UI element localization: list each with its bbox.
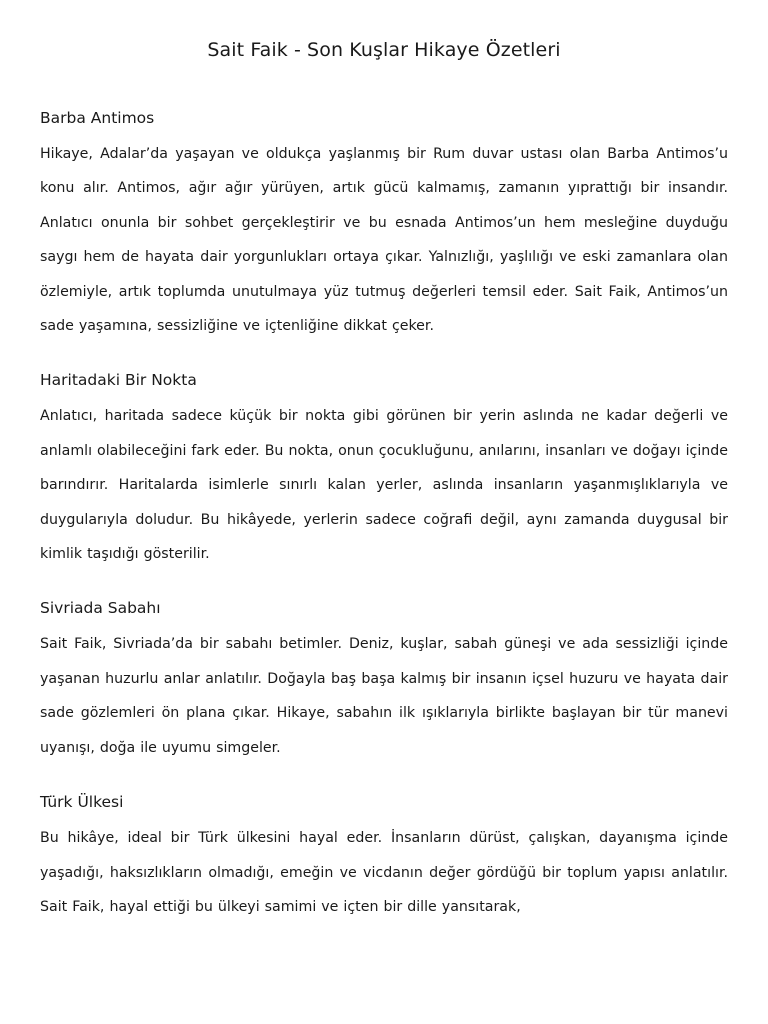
section-paragraph: Anlatıcı, haritada sadece küçük bir nokta gibi görünen bir yerin aslında ne kadar değerli ve anlamlı olabileceğini fark eder. Bu nokta, onun çocukluğunu, anılarını, insanları ve doğayı içinde barındırır. Haritalarda isimlerle sınırlı kalan yerler, aslında insanların yaşanmışlıklarıyla ve duygularıyla doludur. Bu hikâyede, yerlerin sadece coğrafi değil, aynı zamanda duygusal bir kimlik taşıdığı gösterilir. — [40, 408, 728, 563]
section-sivriada-sabahi — [40, 597, 728, 765]
section-paragraph: Sait Faik, Sivriada’da bir sabahı betimler. Deniz, kuşlar, sabah güneşi ve ada sessizliği içinde yaşanan huzurlu anlar anlatılır. Doğayla baş başa kalmış bir insanın içsel huzuru ve hayata dair sade gözlemleri ön plana çıkar. Hikaye, sabahın ilk ışıklarıyla birlikte başlayan bir tür manevi uyanışı, doğa ile uyumu simgeler. — [40, 636, 728, 756]
section-heading: Sivriada Sabahı — [40, 599, 161, 618]
section-haritadaki-bir-nokta — [40, 369, 728, 571]
document-title: Sait Faik - Son Kuşlar Hikaye Özetleri — [207, 39, 561, 61]
section-turk-ulkesi — [40, 791, 728, 924]
section-heading: Türk Ülkesi — [40, 793, 124, 812]
section-heading: Barba Antimos — [40, 109, 155, 127]
section-heading: Haritadaki Bir Nokta — [40, 371, 197, 390]
section-paragraph: Bu hikâye, ideal bir Türk ülkesini hayal eder. İnsanların dürüst, çalışkan, dayanışma içinde yaşadığı, haksızlıkların olmadığı, emeğin ve vicdanın değer gördüğü bir toplum yapısı anlatılır. Sait Faik, hayal ettiği bu ülkeyi samimi ve içten bir dille yansıtarak, — [40, 830, 728, 915]
section-paragraph: Hikaye, Adalar’da yaşayan ve oldukça yaşlanmış bir Rum duvar ustası olan Barba Antimos’u konu alır. Antimos, ağır ağır yürüyen, artık gücü kalmamış, zamanın yıprattığı bir insandır. Anlatıcı onunla bir sohbet gerçekleştirir ve bu esnada Antimos’un hem mesleğine duyduğu saygı hem de hayata dair yorgunlukları ortaya çıkar. Yalnızlığı, yaşlılığı ve eski zamanlara olan özlemiyle, artık toplumda unutulmaya yüz tutmuş değerleri temsil eder. Sait Faik, Antimos’un sade yaşamına, sessizliğine ve içtenliğine dikkat çeker. — [40, 146, 728, 335]
section-barba-antimos — [40, 107, 728, 343]
